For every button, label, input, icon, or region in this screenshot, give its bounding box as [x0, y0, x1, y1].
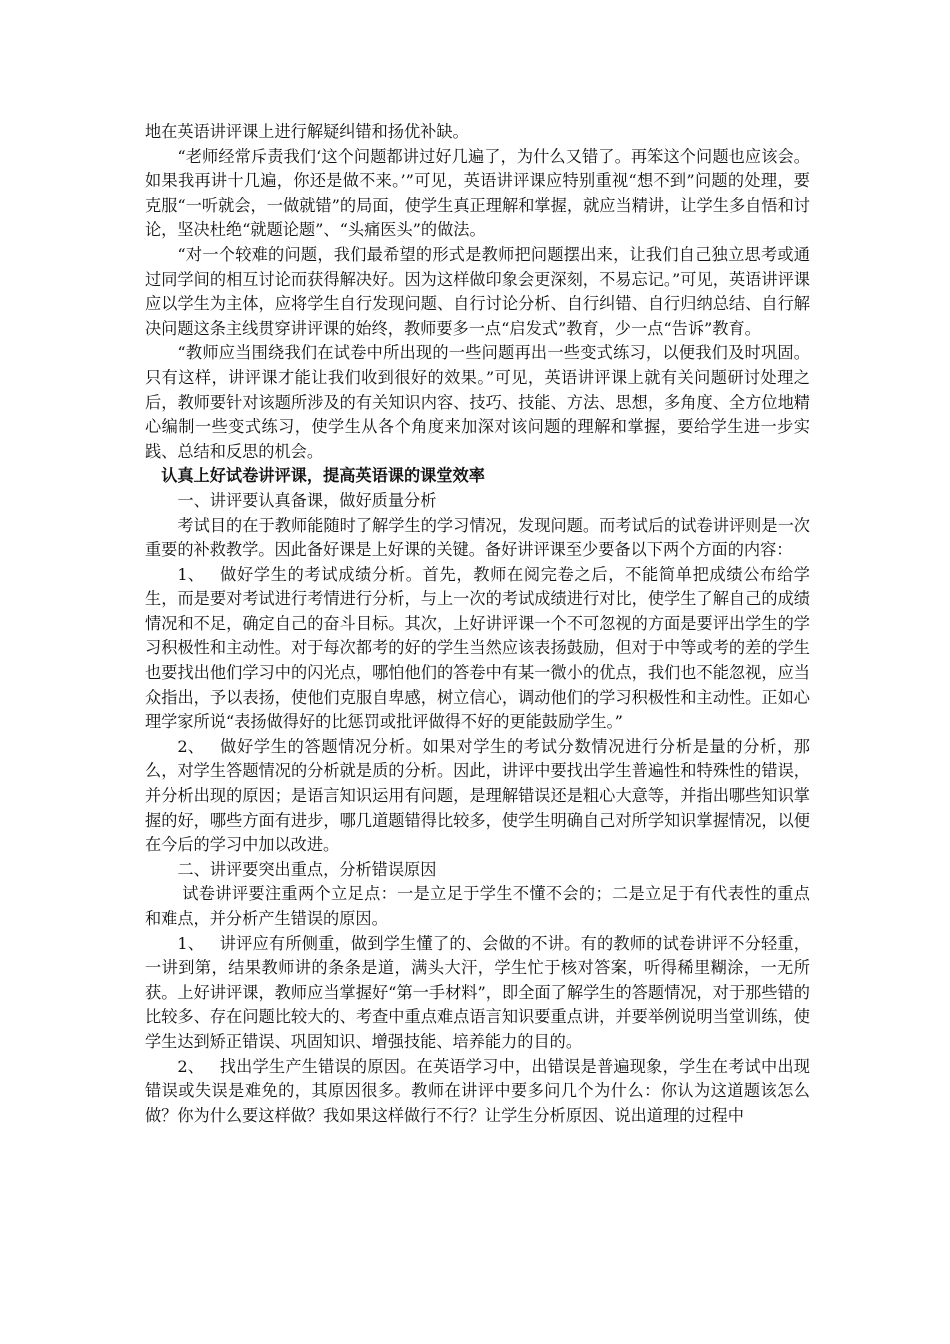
paragraph: “教师应当围绕我们在试卷中所出现的一些问题再出一些变式练习，以便我们及时巩固。只有这样，讲评课才能让我们收到很好的效果。”可见，英语讲评课上就有关问题研讨处理之后，教师要针对该题所涉及的有关知识内容、技巧、技能、方法、思想，多角度、全方位地精心编制一些变式练习，使学生从各个角度来加深对该问题的理解和掌握，要给学生进一步实践、总结和反思的机会。	[145, 343, 810, 461]
numbered-item	[145, 735, 810, 858]
item-text: 找出学生产生错误的原因。在英语学习中，出错误是普遍现象，学生在考试中出现错误或失误是难免的，其原因很多。教师在讲评中要多问几个为什么：你认为这道题该怎么做？你为什么要这样做？我如果这样做行不行？让学生分析原因、说出道理的过程中	[145, 1056, 810, 1125]
item-text: 做好学生的答题情况分析。如果对学生的考试分数情况进行分析是量的分析，那么，对学生答题情况的分析就是质的分析。因此，讲评中要找出学生普遍性和特殊性的错误，并分析出现的原因；是语言知识运用有问题，是理解错误还是粗心大意等，并指出哪些知识掌握的好，哪些方面有进步，哪几道题错得比较多，使学生明确自己对所学知识掌握情况，以便在今后的学习中加以改进。	[145, 736, 810, 855]
section-title: 认真上好试卷讲评课，提高英语课的课堂效率	[161, 466, 485, 486]
item-number: 2、	[177, 1056, 204, 1076]
numbered-item	[145, 563, 810, 735]
section-heading: 一、讲评要认真备课，做好质量分析	[177, 490, 437, 510]
paragraph: 试卷讲评要注重两个立足点：一是立足于学生不懂不会的；二是立足于有代表性的重点和难点，并分析产生错误的原因。	[145, 884, 810, 928]
paragraph: “老师经常斥责我们‘这个问题都讲过好几遍了，为什么又错了。再笨这个问题也应该会。如果我再讲十几遍，你还是做不来。’”可见，英语讲评课应特别重视“想不到”问题的处理，要克服“一听就会，一做就错”的局面，使学生真正理解和掌握，就应当精讲，让学生多自悟和讨论，坚决杜绝“就题论题”、“头痛医头”的做法。	[145, 146, 810, 240]
item-number: 1、	[177, 933, 204, 953]
item-text: 讲评应有所侧重，做到学生懂了的、会做的不讲。有的教师的试卷讲评不分轻重，一讲到第，结果教师讲的条条是道，满头大汗，学生忙于核对答案，听得稀里糊涂，一无所获。上好讲评课，教师应当掌握好“第一手材料”，即全面了解学生的答题情况，对于那些错的比较多、存在问题比较大的、考查中重点难点语言知识要重点讲，并要举例说明当堂训练，使学生达到矫正错误、巩固知识、增强技能、培养能力的目的。	[145, 933, 810, 1051]
item-text: 做好学生的考试成绩分析。首先，教师在阅完卷之后，不能简单把成绩公布给学生，而是要对考试进行考情进行分析，与上一次的考试成绩进行对比，使学生了解自己的成绩情况和不足，确定自己的奋斗目标。其次，上好讲评课一个不可忽视的方面是要评出学生的学习积极性和主动性。对于每次都考的好的学生当然应该表扬鼓励，但对于中等或考的差的学生也要找出他们学习中的闪光点，哪怕他们的答卷中有某一微小的优点，我们也不能忽视，应当众指出，予以表扬，使他们克服自卑感，树立信心，调动他们的学习积极性和主动性。正如心理学家所说“表扬做得好的比惩罚或批评做得不好的更能鼓励学生。”	[145, 564, 810, 732]
numbered-item	[145, 1055, 810, 1129]
document-page	[145, 120, 810, 1128]
item-number: 1、	[177, 564, 204, 584]
paragraph: “对一个较难的问题，我们最希望的形式是教师把问题摆出来，让我们自己独立思考或通过同学间的相互讨论而获得解决好。因为这样做印象会更深刻，不易忘记。”可见，英语讲评课应以学生为主体，应将学生自行发现问题、自行讨论分析、自行纠错、自行归纳总结、自行解决问题这条主线贯穿讲评课的始终，教师要多一点“启发式”教育，少一点“告诉”教育。	[145, 244, 810, 338]
paragraph: 地在英语讲评课上进行解疑纠错和扬优补缺。	[145, 122, 469, 141]
numbered-item	[145, 932, 810, 1055]
section-heading: 二、讲评要突出重点，分析错误原因	[177, 859, 437, 879]
paragraph: 考试目的在于教师能随时了解学生的学习情况，发现问题。而考试后的试卷讲评则是一次重要的补救教学。因此备好课是上好课的关键。备好讲评课至少要备以下两个方面的内容：	[145, 515, 810, 560]
item-number: 2、	[177, 736, 204, 756]
